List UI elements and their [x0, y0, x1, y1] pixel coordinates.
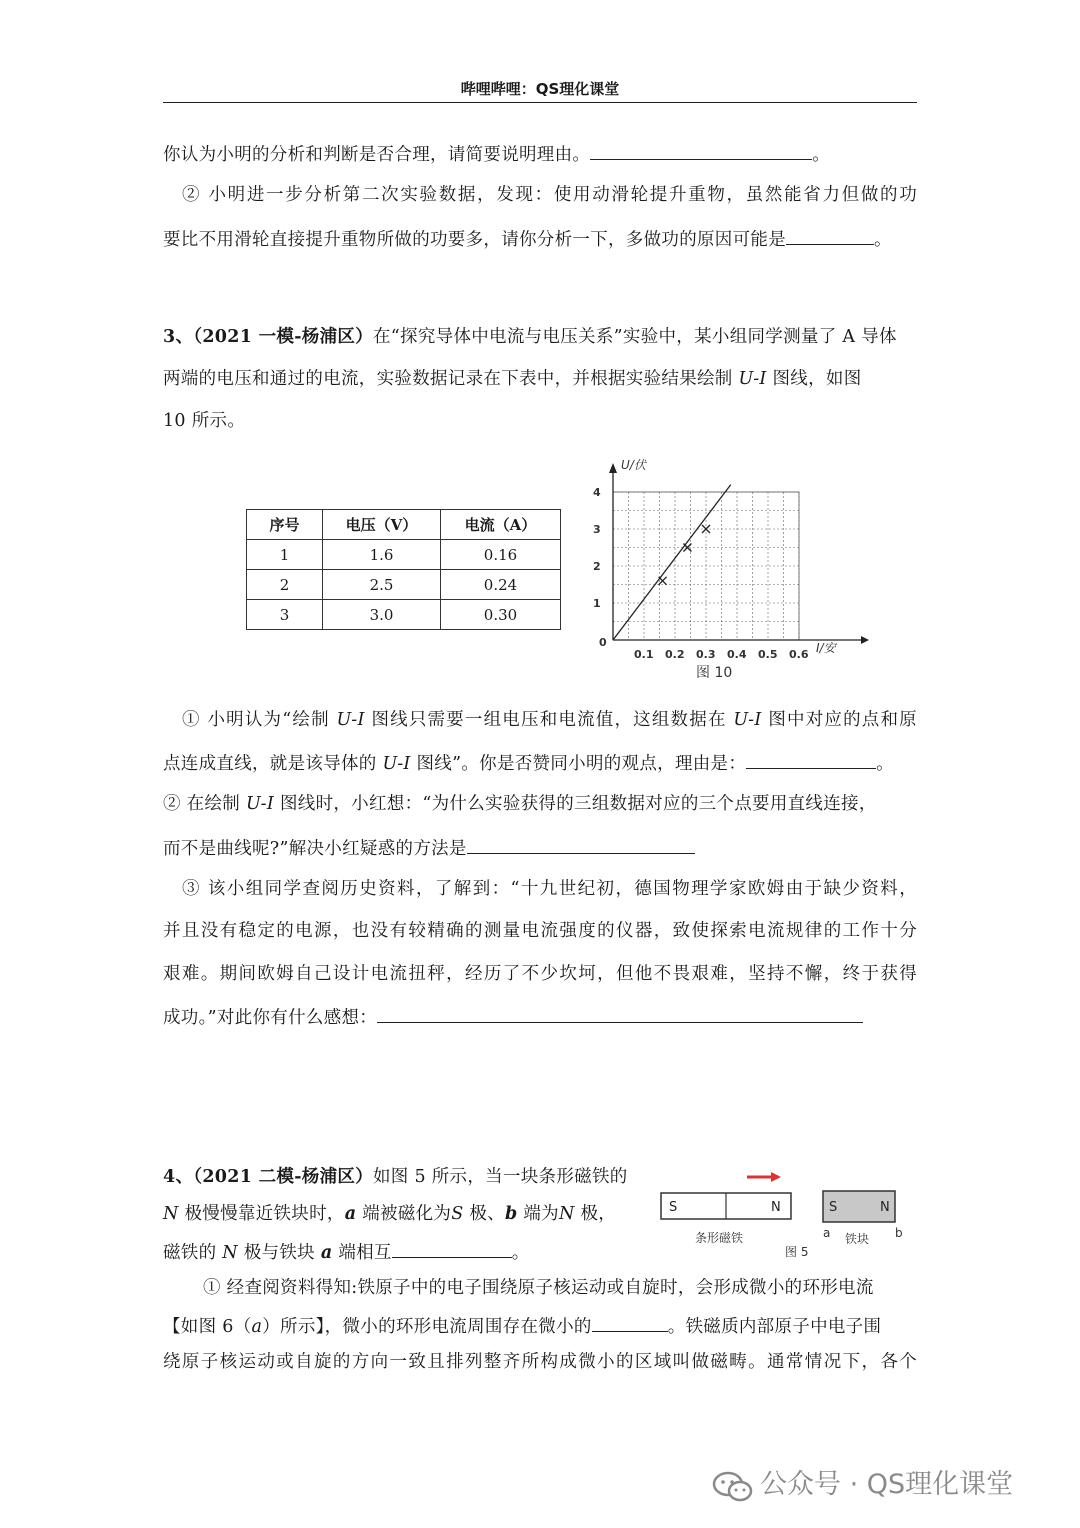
text: 。 — [876, 754, 894, 774]
text: ② 在绘制 — [163, 794, 246, 814]
text: 图线”。你是否赞同小明的观点，理由是： — [410, 754, 747, 774]
iron-caption: 铁块 — [845, 1232, 870, 1246]
answer-blank[interactable] — [467, 835, 695, 854]
x-tick-label: 0.1 — [634, 648, 654, 661]
q3-ui-label: U-I — [738, 369, 767, 389]
q3-sub3-line1: ③ 该小组同学查阅历史资料，了解到：“十九世纪初，德国物理学家欧姆由于缺少资料， — [182, 879, 917, 899]
text: 图线时，小红想：“为什么实验获得的三组数据对应的三个点要用直线连接， — [274, 794, 877, 814]
q2-line3 — [163, 226, 917, 252]
x-tick-label: 0.2 — [665, 648, 685, 661]
q3-line1 — [163, 325, 917, 349]
table-header-row — [247, 510, 561, 540]
table-cell: 2.5 — [323, 570, 441, 600]
answer-blank[interactable] — [746, 750, 876, 769]
data-point — [702, 525, 710, 533]
chart-ticks — [593, 486, 809, 661]
chart-grid — [613, 492, 799, 640]
q2-line1 — [163, 141, 917, 167]
text: a — [320, 1243, 333, 1263]
figure-caption: 图 5 — [785, 1245, 809, 1259]
magnet-s-label: S — [669, 1200, 678, 1215]
q3-sub1-line2 — [163, 750, 917, 776]
q3-source: （2021 一模-杨浦区） — [193, 327, 373, 347]
magnet-n-label: N — [771, 1200, 781, 1215]
q2-line1-text: 你认为小明的分析和判断是否合理，请简要说明理由。 — [163, 145, 591, 165]
q3-line1-rest: 在“探究导体中电流与电压关系”实验中，某小组同学测量了 A 导体 — [373, 327, 897, 347]
q3-sub2-line1 — [163, 792, 917, 816]
q2-line3-text: 要比不用滑轮直接提升重物所做的功要多，请你分析一下，多做功的原因可能是 — [163, 230, 786, 250]
watermark — [712, 1465, 1013, 1505]
q3-line2b: 图线，如图 — [766, 369, 862, 389]
table-row — [247, 600, 561, 630]
iron-s-label: S — [829, 1200, 838, 1215]
table-cell: 3.0 — [323, 600, 441, 630]
page-header: 哔哩哔哩：QS理化课堂 — [163, 78, 917, 103]
iron-n-label: N — [880, 1200, 890, 1215]
table-cell: 0.24 — [441, 570, 561, 600]
magnet-caption: 条形磁铁 — [695, 1231, 744, 1245]
text: b — [504, 1204, 518, 1224]
text: 。 — [511, 1243, 530, 1263]
answer-blank[interactable] — [786, 226, 874, 245]
q3-line3: 10 所示。 — [163, 411, 246, 431]
text: ）所示】，微小的环形电流周围存在微小的 — [262, 1317, 592, 1337]
text: ① 小明认为“绘制 — [182, 710, 337, 730]
text: 极慢慢靠近铁块时， — [178, 1204, 345, 1224]
chart-origin-label: 0 — [599, 636, 607, 649]
ui-label: U-I — [245, 794, 275, 814]
text: N — [222, 1243, 238, 1263]
text: 极， — [574, 1204, 617, 1224]
table-cell: 3 — [247, 600, 323, 630]
text: a — [344, 1204, 357, 1224]
text: 如图 5 所示，当一块条形磁铁的 — [373, 1167, 628, 1187]
text: 成功。”对此你有什么感想： — [163, 1008, 378, 1028]
table-cell: 1 — [247, 540, 323, 570]
motion-arrow — [747, 1172, 781, 1182]
q4-sub1-line1: ① 经查阅资料得知:铁原子中的电子围绕原子核运动或自旋时，会形成微小的环形电流 — [203, 1278, 874, 1298]
q3-sub3-line3: 艰难。期间欧姆自己设计电流扭秤，经历了不少坎坷，但他不畏艰难，坚持不懈，终于获得 — [163, 964, 917, 984]
x-tick-label: 0.3 — [696, 648, 716, 661]
q3-line2 — [163, 367, 917, 391]
text: 端为 — [517, 1204, 559, 1224]
text: 磁铁的 — [163, 1243, 223, 1263]
x-axis-arrow — [861, 636, 869, 644]
series-line — [613, 485, 731, 640]
table-cell: 0.30 — [441, 600, 561, 630]
chart-axes — [609, 463, 869, 644]
q2-line2: ② 小明进一步分析第二次实验数据，发现：使用动滑轮提升重物，虽然能省力但做的功 — [182, 185, 917, 205]
text: 端被磁化为 — [356, 1204, 452, 1224]
wechat-icon — [712, 1469, 754, 1503]
text: 图中对应的点和原 — [761, 710, 917, 730]
answer-blank[interactable] — [392, 1239, 512, 1258]
y-tick-label: 3 — [593, 523, 601, 536]
q3-sub3-line2: 并且没有稳定的电源，也没有较精确的测量电流强度的仪器，致使探索电流规律的工作十分 — [163, 921, 917, 941]
figure-caption: 图 10 — [696, 665, 733, 681]
text: 端相互 — [332, 1243, 392, 1263]
text: S — [451, 1204, 464, 1224]
q4-source: （2021 二模-杨浦区） — [193, 1167, 373, 1187]
x-tick-label: 0.5 — [758, 648, 778, 661]
end-a-label: a — [823, 1226, 831, 1240]
ui-label: U-I — [382, 754, 411, 774]
table-cell: 2 — [247, 570, 323, 600]
chart-marks — [613, 485, 731, 640]
q4-line2 — [163, 1202, 633, 1226]
end-b-label: b — [895, 1226, 903, 1240]
q2-line3-end: 。 — [874, 230, 892, 250]
chart-xlabel: I/安 — [816, 641, 836, 655]
text: 点连成直线，就是该导体的 — [163, 754, 383, 774]
table-row — [247, 540, 561, 570]
watermark-text: 公众号 · QS理化课堂 — [760, 1469, 1014, 1500]
table-header: 电流（A） — [441, 510, 561, 540]
ui-graph-figure — [585, 455, 875, 687]
q3-sub3-line4 — [163, 1004, 917, 1030]
y-tick-label: 2 — [593, 560, 601, 573]
text: a — [251, 1317, 263, 1337]
magnet-figure — [655, 1165, 910, 1260]
q4-number: 4、 — [163, 1167, 194, 1187]
q3-line2a: 两端的电压和通过的电流，实验数据记录在下表中，并根据实验结果绘制 — [163, 369, 739, 389]
y-axis-arrow — [609, 463, 617, 473]
y-tick-label: 4 — [593, 486, 601, 499]
text: N — [163, 1204, 179, 1224]
answer-blank[interactable] — [590, 141, 812, 160]
q3-number: 3、 — [163, 327, 194, 347]
chart-ylabel: U/伏 — [621, 458, 646, 472]
text: 而不是曲线呢?”解决小红疑惑的方法是 — [163, 839, 467, 859]
table-header: 序号 — [247, 510, 323, 540]
text: 。铁磁质内部原子中电子围 — [667, 1317, 882, 1337]
table-row — [247, 570, 561, 600]
q3-sub1-line1 — [182, 708, 917, 732]
text: 极与铁块 — [237, 1243, 321, 1263]
text: 图线只需要一组电压和电流值，这组数据在 — [364, 710, 734, 730]
q3-sub2-line2 — [163, 835, 917, 861]
table-cell: 1.6 — [323, 540, 441, 570]
q4-sub1-line3: 绕原子核运动或自旋的方向一致且排列整齐所构成微小的区域叫做磁畴。通常情况下，各个 — [163, 1352, 917, 1372]
data-table — [246, 509, 561, 630]
table-header: 电压（V） — [323, 510, 441, 540]
x-tick-label: 0.6 — [789, 648, 809, 661]
q4-sub1-line2 — [163, 1313, 917, 1339]
ui-label: U-I — [733, 710, 762, 730]
y-tick-label: 1 — [593, 597, 601, 610]
text: N — [558, 1204, 575, 1224]
text: 【如图 6（ — [163, 1317, 252, 1337]
ui-label: U-I — [336, 710, 365, 730]
q4-line1 — [163, 1165, 633, 1189]
text: 极、 — [463, 1204, 505, 1224]
answer-blank[interactable] — [377, 1004, 863, 1023]
x-tick-label: 0.4 — [727, 648, 747, 661]
q2-line1-end: 。 — [812, 145, 831, 165]
table-cell: 0.16 — [441, 540, 561, 570]
q4-line3 — [163, 1239, 633, 1265]
answer-blank[interactable] — [592, 1313, 668, 1332]
